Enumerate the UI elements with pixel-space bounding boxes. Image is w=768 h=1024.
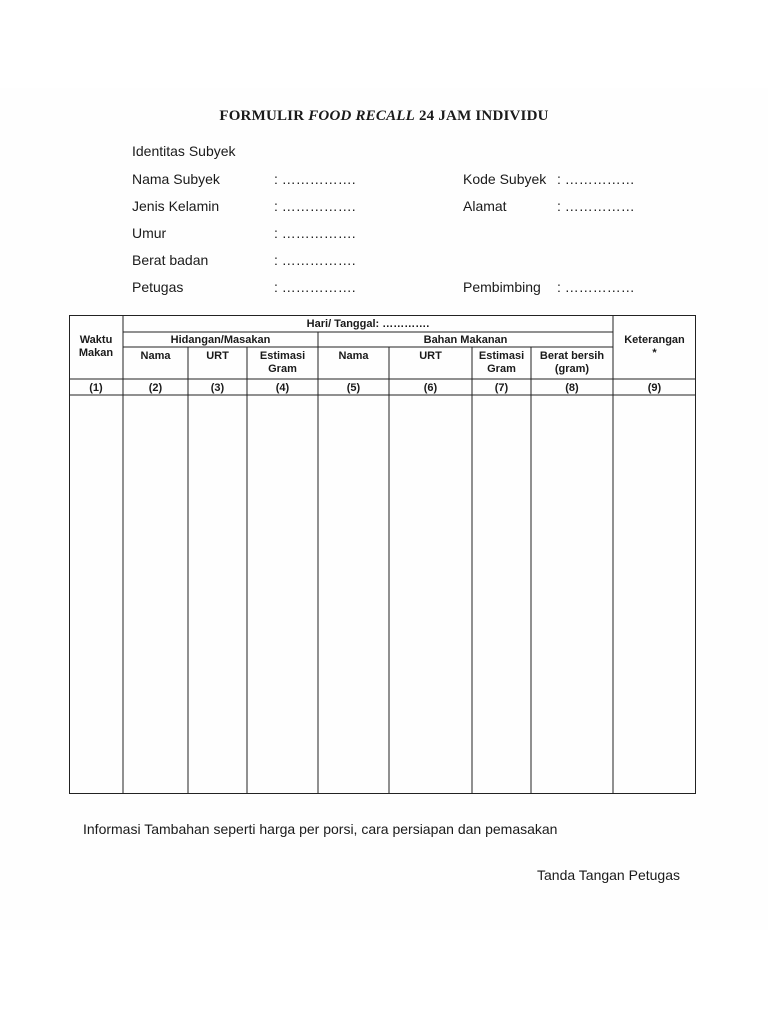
subheader-nama-hidangan: Nama [140, 350, 171, 362]
field-value-jenis-kelamin: : ……………. [274, 198, 356, 214]
column-number-4: (4) [275, 382, 290, 394]
column-number-9: (9) [647, 382, 662, 394]
field-value-petugas: : ……………. [274, 279, 356, 295]
additional-info-note: Informasi Tambahan seperti harga per porsi, cara persiapan dan pemasakan [83, 821, 558, 837]
field-value-kode-subyek: : …………… [557, 171, 635, 187]
subheader-urt-bahan: URT [419, 350, 442, 362]
field-label-nama-subyek: Nama Subyek [132, 171, 220, 187]
form-title: FORMULIR FOOD RECALL 24 JAM INDIVIDU [219, 108, 549, 124]
column-number-8: (8) [565, 382, 579, 394]
column-number-1: (1) [89, 382, 103, 394]
column-number-5: (5) [346, 382, 361, 394]
column-number-2: (2) [148, 382, 163, 394]
column-number-7: (7) [494, 382, 509, 394]
date-header: Hari/ Tanggal: …………. [306, 318, 430, 330]
field-value-nama-subyek: : ……………. [274, 171, 356, 187]
field-value-umur: : ……………. [274, 225, 356, 241]
signature-label: Tanda Tangan Petugas [537, 867, 680, 883]
subheader-nama-bahan: Nama [338, 350, 369, 362]
header-keterangan: Keterangan * [624, 334, 685, 359]
field-label-pembimbing: Pembimbing [463, 279, 541, 295]
field-label-kode-subyek: Kode Subyek [463, 171, 547, 187]
field-value-berat-badan: : ……………. [274, 252, 356, 268]
field-label-jenis-kelamin: Jenis Kelamin [132, 198, 220, 214]
header-hidangan-masakan: Hidangan/Masakan [170, 334, 271, 346]
field-label-berat-badan: Berat badan [132, 252, 209, 268]
subheader-berat-bersih: Berat bersih (gram) [539, 350, 605, 375]
field-value-alamat: : …………… [557, 198, 635, 214]
subheader-estimasi-gram-hidangan: Estimasi Gram [259, 350, 306, 375]
column-number-3: (3) [210, 382, 225, 394]
column-number-6: (6) [423, 382, 438, 394]
subheader-estimasi-gram-bahan: Estimasi Gram [478, 350, 525, 375]
header-waktu-makan: Waktu Makan [78, 334, 114, 359]
recall-table [69, 315, 696, 794]
field-label-petugas: Petugas [132, 279, 184, 295]
subheader-urt-hidangan: URT [206, 350, 229, 362]
header-bahan-makanan: Bahan Makanan [423, 334, 508, 346]
field-label-umur: Umur [132, 225, 167, 241]
field-label-alamat: Alamat [463, 198, 507, 214]
identity-heading: Identitas Subyek [132, 143, 236, 159]
field-value-pembimbing: : …………… [557, 279, 635, 295]
